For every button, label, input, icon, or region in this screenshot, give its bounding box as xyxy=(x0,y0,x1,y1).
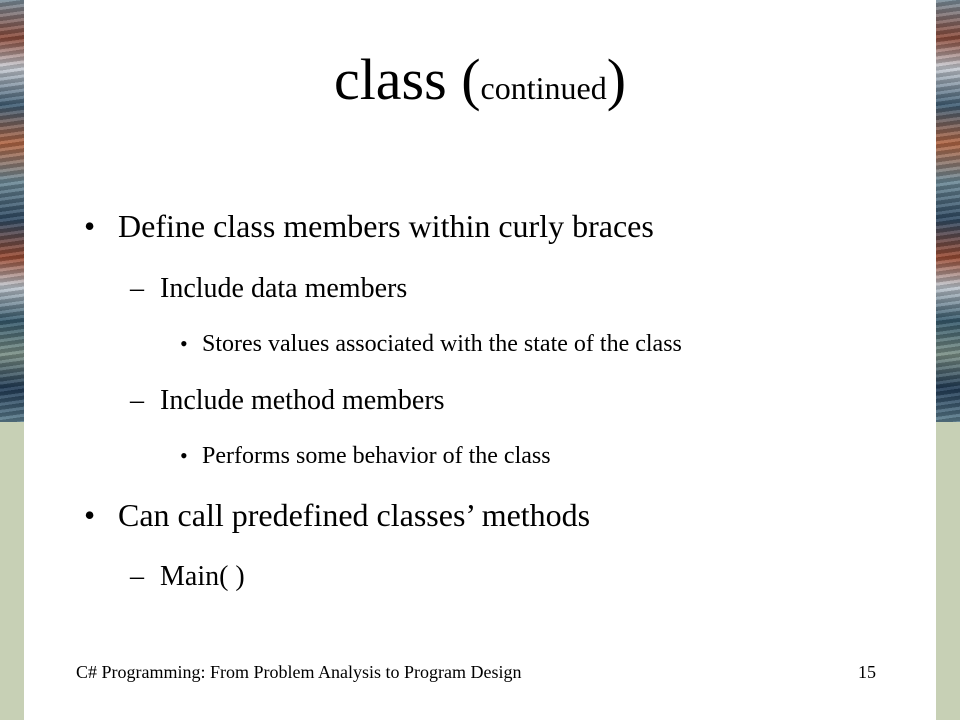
bullet-text: Can call predefined classes’ methods xyxy=(118,497,591,533)
bullet-marker: • xyxy=(180,443,188,468)
slide-footer: C# Programming: From Problem Analysis to Program Design xyxy=(76,662,522,682)
dash-marker: – xyxy=(130,273,144,304)
title-subtitle: continued xyxy=(480,70,607,106)
bullet-marker: • xyxy=(84,208,96,244)
bullet-text: Define class members within curly braces xyxy=(118,208,654,244)
bullet-marker: • xyxy=(180,331,188,356)
sub-bullet-text: Include method members xyxy=(160,385,445,416)
dash-marker: – xyxy=(130,385,144,416)
dash-marker: – xyxy=(130,561,144,592)
sub-sub-bullet-text: Stores values associated with the state of the class xyxy=(202,331,682,357)
page-number: 15 xyxy=(858,662,876,682)
title-main: class ( xyxy=(333,47,481,112)
bullet-marker: • xyxy=(84,497,96,533)
title-close-paren: ) xyxy=(606,47,627,112)
sub-sub-bullet-text: Performs some behavior of the class xyxy=(202,443,551,469)
sub-bullet-text: Main( ) xyxy=(160,561,245,592)
sub-bullet-text: Include data members xyxy=(160,273,408,304)
